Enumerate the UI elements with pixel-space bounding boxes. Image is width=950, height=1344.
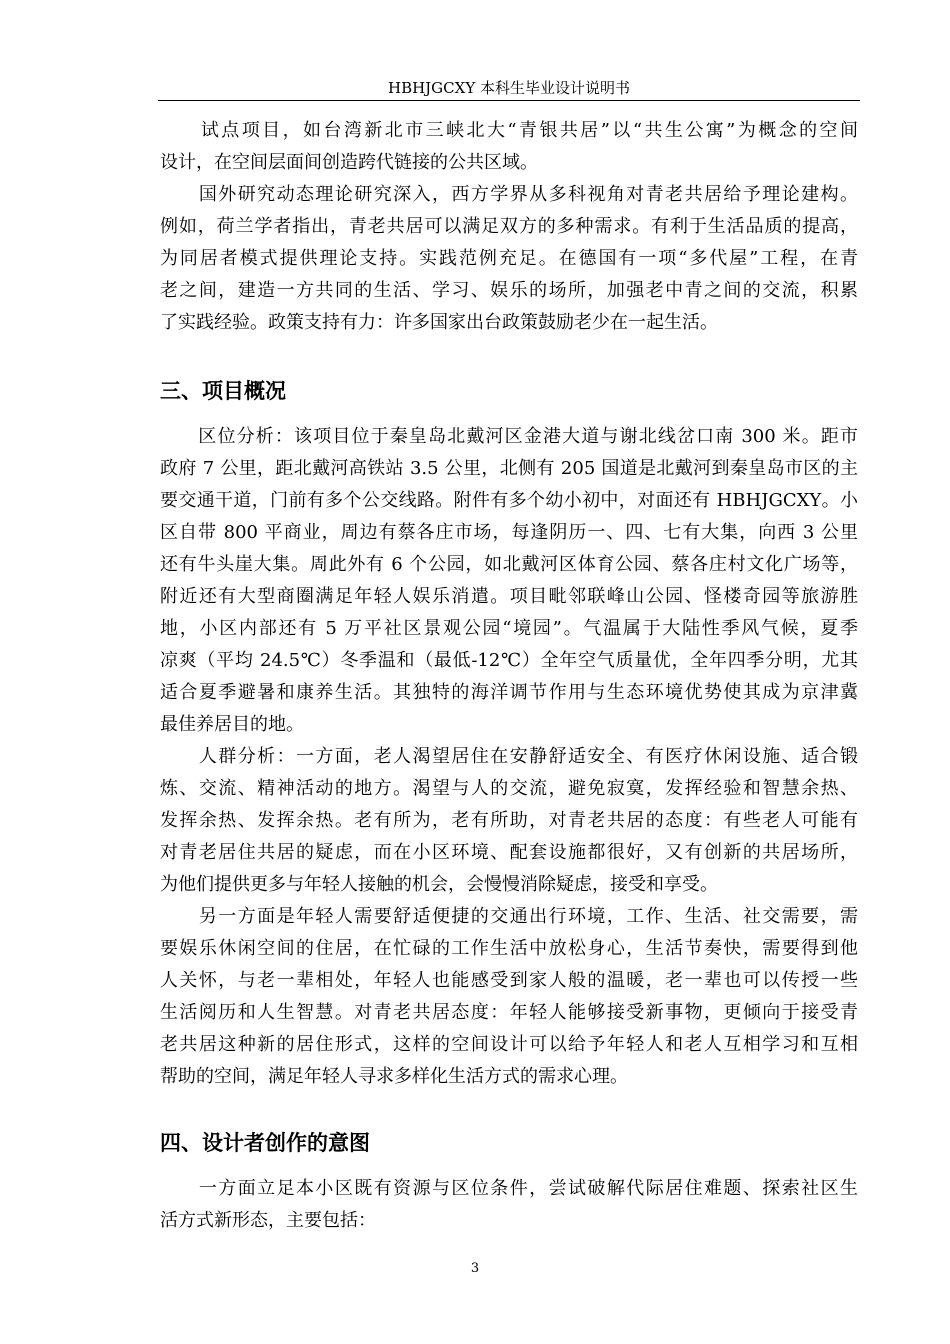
text-line: 了实践经验。政策支持有力：许多国家出台政策鼓励老少在一起生活。 (160, 312, 718, 333)
text-line: 为他们提供更多与年轻人接触的机会，会慢慢消除疑虑，接受和享受。 (160, 874, 718, 895)
text-line: 对青老居住共居的疑虑，而在小区环境、配套设施都很好，又有创新的共居场所， (160, 842, 858, 863)
text-line: 老之间，建造一方共同的生活、学习、娱乐的场所，加强老中青之间的交流，积累 (160, 280, 858, 301)
text-line: 为同居者模式提供理论支持。实践范例充足。在德国有一项“多代屋”工程，在青 (160, 248, 858, 269)
running-header: HBHJGCXY 本科生毕业设计说明书 (387, 79, 630, 97)
text-line: 例如，荷兰学者指出，青老共居可以满足双方的多种需求。有利于生活品质的提高， (160, 216, 858, 237)
page-number: 3 (470, 1261, 480, 1276)
text-line: 活方式新形态，主要包括： (160, 1210, 376, 1231)
text-line: 生活阅历和人生智慧。对青老共居态度：年轻人能够接受新事物，更倾向于接受青 (160, 1002, 858, 1023)
text-line: 要交通干道，门前有多个公交线路。附件有多个幼小初中，对面还有 HBHJGCXY。小 (160, 490, 858, 511)
text-line: 附近还有大型商圈满足年轻人娱乐消遣。项目毗邻联峰山公园、怪楼奇园等旅游胜 (160, 586, 858, 607)
text-line: 炼、交流、精神活动的地方。渴望与人的交流，避免寂寞，发挥经验和智慧余热、 (160, 778, 858, 799)
text-line: 人关怀，与老一辈相处，年轻人也能感受到家人般的温暖，老一辈也可以传授一些 (160, 970, 858, 991)
text-line: 适合夏季避暑和康养生活。其独特的海洋调节作用与生态环境优势使其成为京津冀 (160, 682, 858, 703)
section-heading-4: 四、设计者创作的意图 (160, 1131, 370, 1155)
text-line: 发挥余热、发挥余热。老有所为，老有所助，对青老共居的态度：有些老人可能有 (160, 810, 858, 831)
text-line: 还有牛头崖大集。周此外有 6 个公园，如北戴河区体育公园、蔡各庄村文化广场等， (160, 554, 858, 575)
text-line: 试点项目，如台湾新北市三峡北大“青银共居”以“共生公寓”为概念的空间 (160, 120, 858, 141)
text-line: 另一方面是年轻人需要舒适便捷的交通出行环境，工作、生活、社交需要，需 (160, 906, 858, 927)
text-line: 区自带 800 平商业，周边有蔡各庄市场，每逢阴历一、四、七有大集，向西 3 公里 (160, 522, 858, 543)
text-line: 设计，在空间层面间创造跨代链接的公共区域。 (160, 152, 538, 173)
text-line: 人群分析：一方面，老人渴望居住在安静舒适安全、有医疗休闲设施、适合锻 (160, 746, 858, 767)
section-heading-3: 三、项目概况 (160, 379, 286, 403)
text-line: 地，小区内部还有 5 万平社区景观公园“境园”。气温属于大陆性季风气候，夏季 (160, 618, 858, 639)
text-line: 帮助的空间，满足年轻人寻求多样化生活方式的需求心理。 (160, 1066, 628, 1087)
text-line: 要娱乐休闲空间的住居，在忙碌的工作生活中放松身心，生活节奏快，需要得到他 (160, 938, 858, 959)
text-line: 老共居这种新的居住形式，这样的空间设计可以给予年轻人和老人互相学习和互相 (160, 1034, 858, 1055)
text-line: 凉爽（平均 24.5℃）冬季温和（最低-12℃）全年空气质量优，全年四季分明，尤其 (160, 650, 858, 671)
header-rule (158, 100, 860, 101)
text-line: 一方面立足本小区既有资源与区位条件，尝试破解代际居住难题、探索社区生 (160, 1178, 858, 1199)
text-line: 国外研究动态理论研究深入，西方学界从多科视角对青老共居给予理论建构。 (160, 184, 858, 205)
text-line: 最佳养居目的地。 (160, 714, 304, 735)
text-line: 区位分析：该项目位于秦皇岛北戴河区金港大道与谢北线岔口南 300 米。距市 (160, 426, 858, 447)
text-line: 政府 7 公里，距北戴河高铁站 3.5 公里，北侧有 205 国道是北戴河到秦皇岛市区的主 (160, 458, 858, 479)
